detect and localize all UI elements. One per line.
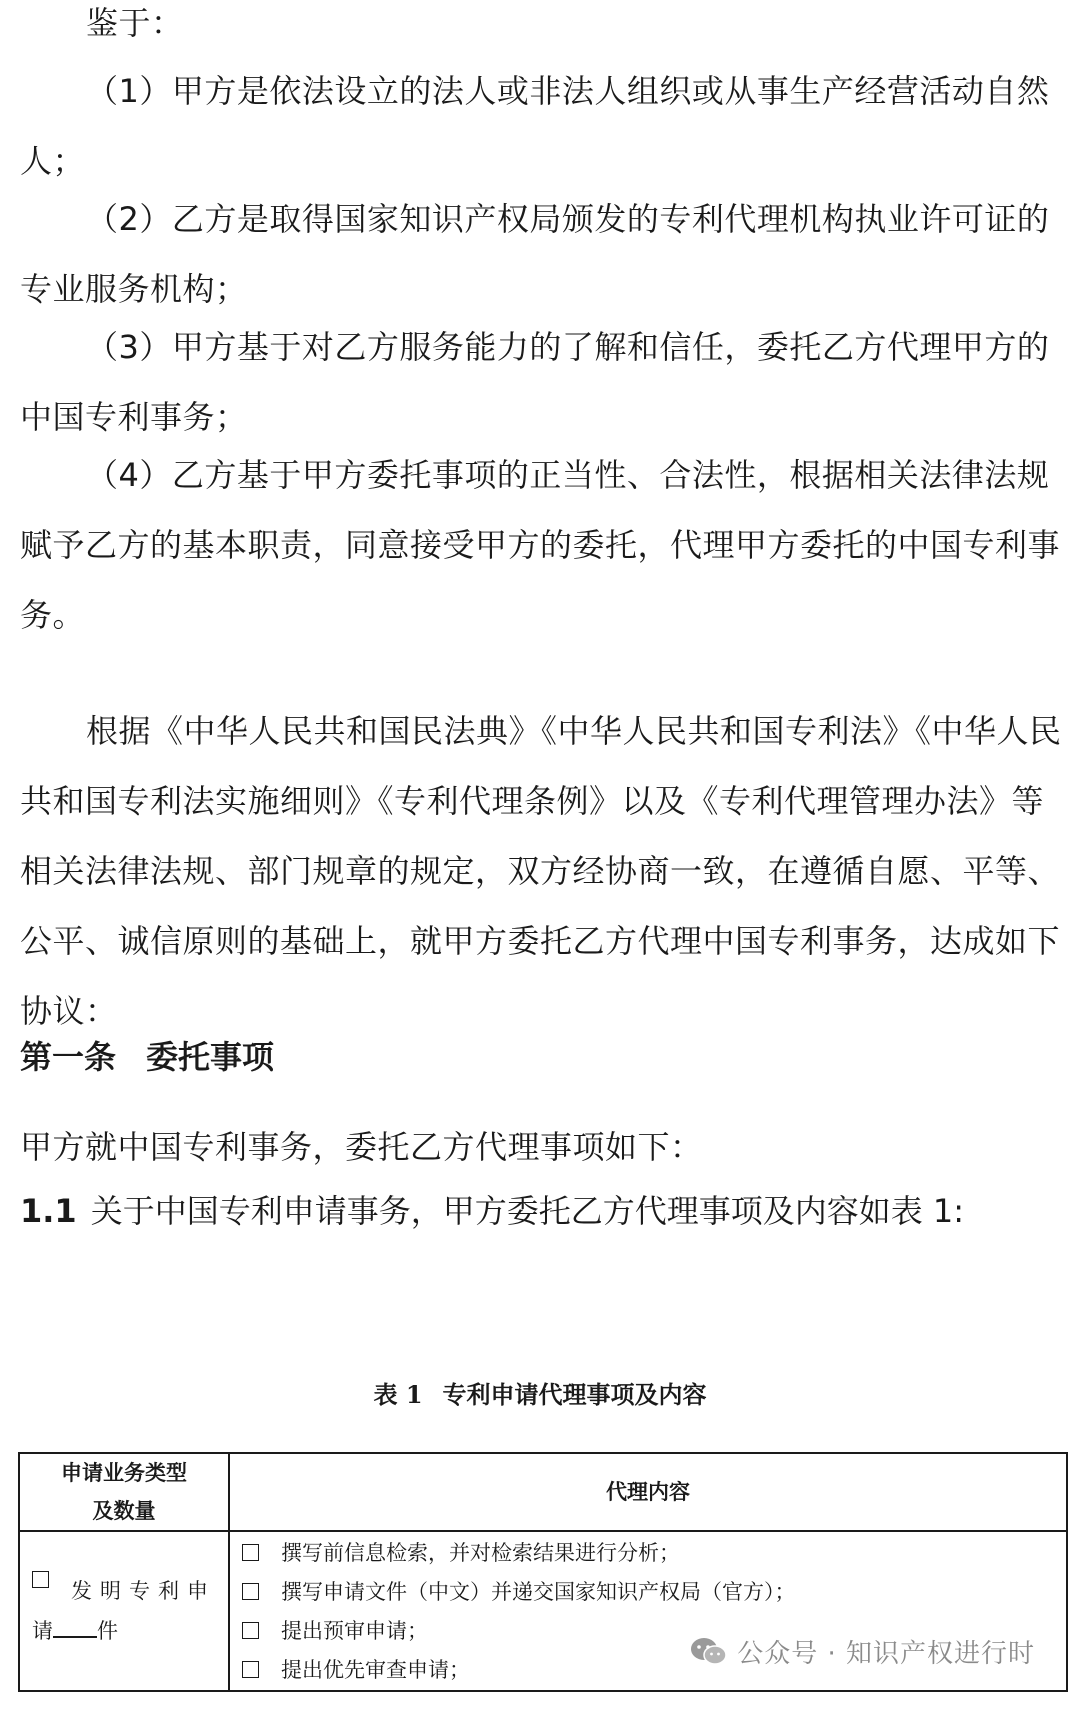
recital-3: （3）甲方基于对乙方服务能力的了解和信任，委托乙方代理甲方的中国专利事务； xyxy=(20,328,1050,436)
article-intro: 甲方就中国专利事务，委托乙方代理事项如下： xyxy=(20,1128,703,1166)
table-caption-number: 表 1 xyxy=(373,1380,423,1409)
type-prefix: 发明专利申 xyxy=(71,1579,216,1603)
table-caption-title: 专利申请代理事项及内容 xyxy=(442,1380,707,1409)
invention-checkbox[interactable] xyxy=(32,1571,49,1588)
table-caption xyxy=(0,1375,1080,1415)
wechat-watermark xyxy=(689,1633,1035,1670)
header-agency-content: 代理内容 xyxy=(229,1453,1067,1531)
watermark-text: 公众号 · 知识产权进行时 xyxy=(737,1639,1035,1669)
application-type-cell: 发明专利申 请 件 xyxy=(19,1531,229,1691)
item-checkbox[interactable] xyxy=(242,1661,259,1678)
list-item: 撰写前信息检索，并对检索结果进行分析； xyxy=(242,1534,1066,1573)
quantity-blank[interactable] xyxy=(53,1614,97,1638)
article-heading xyxy=(20,1022,274,1092)
recital-1: （1）甲方是依法设立的法人或非法人组织或从事生产经营活动自然人； xyxy=(20,72,1050,180)
clause-number: 1.1 xyxy=(20,1192,77,1230)
clause-text: 关于中国专利申请事务，甲方委托乙方代理事项及内容如表 1: xyxy=(90,1192,965,1230)
clause-1-1 xyxy=(20,1176,964,1246)
list-item: 提出优先审查申请； xyxy=(242,1651,1066,1690)
wechat-icon xyxy=(689,1636,729,1668)
item-checkbox[interactable] xyxy=(242,1583,259,1600)
recital-2: （2）乙方是取得国家知识产权局颁发的专利代理机构执业许可证的专业服务机构； xyxy=(20,200,1050,308)
article-number: 第一条 xyxy=(20,1038,117,1076)
list-item: 提出预审申请； xyxy=(242,1612,1066,1651)
basis-paragraph: 根据《中华人民共和国民法典》《中华人民共和国专利法》《中华人民共和国专利法实施细则》《专利代理条例》以及《专利代理管理办法》等相关法律法规、部门规章的规定，双方经协商一致，在遵循自愿、平等、公平、诚信原则的基础上，就甲方委托乙方代理中国专利事务，达成如下协议： xyxy=(20,712,1062,1030)
item-checkbox[interactable] xyxy=(242,1622,259,1639)
list-item: 撰写申请文件（中文）并递交国家知识产权局（官方）； xyxy=(242,1573,1066,1612)
item-checkbox[interactable] xyxy=(242,1544,259,1561)
intro-label: 鉴于： xyxy=(86,4,184,42)
header-application-type: 申请业务类型 及数量 xyxy=(19,1453,229,1531)
table-header-row xyxy=(19,1453,1067,1531)
recital-4: （4）乙方基于甲方委托事项的正当性、合法性，根据相关法律法规赋予乙方的基本职责，同意接受甲方的委托，代理甲方委托的中国专利事务。 xyxy=(20,456,1061,634)
article-title: 委托事项 xyxy=(146,1038,275,1076)
